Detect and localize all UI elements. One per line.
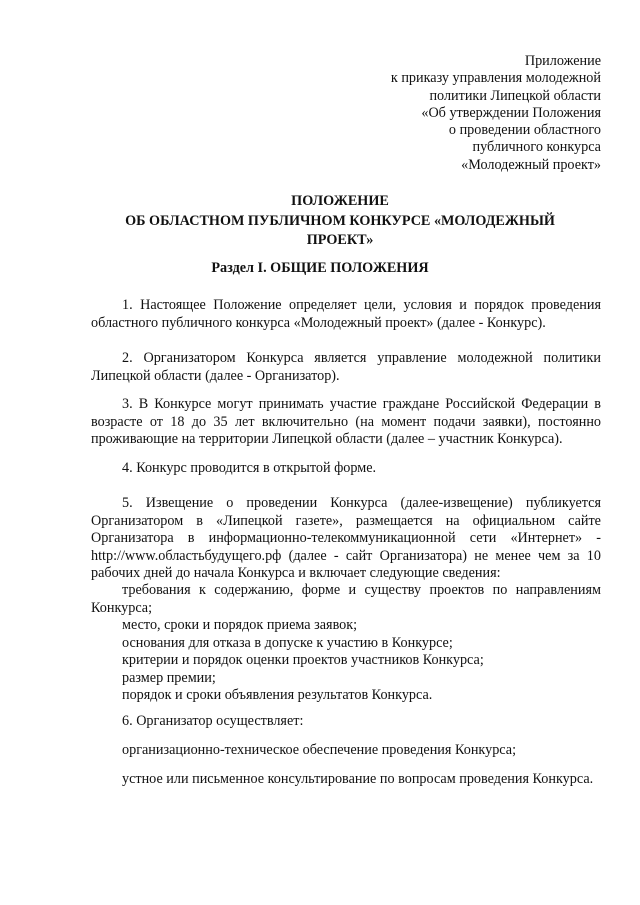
appendix-block xyxy=(391,53,601,174)
paragraph-6a-text: организационно-техническое обеспечение проведения Конкурса; xyxy=(122,742,517,758)
appendix-line: к приказу управления молодежной xyxy=(390,70,601,87)
title-line-3: ПРОЕКТ» xyxy=(306,232,374,248)
paragraph-5 xyxy=(91,495,601,583)
appendix-line: о проведении областного xyxy=(448,122,601,139)
paragraph-5-text: 5. Извещение о проведении Конкурса (далее-извещение) публикуется Организатором в «Липецкой газете», размещается на официальном сайте Организатора в информационно-телекоммуникационной сети «Интернет» - http://www.областьбудущего.рф (далее - сайт Организатора) не менее чем за 10 рабочих дней до начала Конкурса и включает следующие сведения: xyxy=(91,495,601,581)
appendix-line: политики Липецкой области xyxy=(429,87,601,104)
title-line-1: ПОЛОЖЕНИЕ xyxy=(291,193,389,209)
paragraph-4-text: 4. Конкурс проводится в открытой форме. xyxy=(122,460,377,476)
paragraph-2 xyxy=(91,350,601,385)
list-item: требования к содержанию, форме и существу проектов по направлениям xyxy=(122,582,601,598)
list-item: размер премии; xyxy=(122,669,216,686)
list-item-continuation: Конкурса; xyxy=(91,599,153,616)
paragraph-2-text: 2. Организатором Конкурса является управление молодежной политики Липецкой области (далее - Организатор). xyxy=(91,350,601,384)
appendix-line: «Об утверждении Положения xyxy=(421,104,601,121)
paragraph-4 xyxy=(91,460,601,478)
paragraph-3-text: 3. В Конкурсе могут принимать участие граждане Российской Федерации в возрасте от 18 до 35 лет включительно (на момент подачи заявки), постоянно проживающие на территории Липецкой области (далее – участник Конкурса). xyxy=(91,396,601,447)
appendix-line: «Молодежный проект» xyxy=(461,156,601,173)
appendix-line: Приложение xyxy=(524,53,601,69)
document-title xyxy=(60,192,620,251)
paragraph-3 xyxy=(91,396,601,449)
list-item: место, сроки и порядок приема заявок; xyxy=(122,617,358,633)
paragraph-6-text: 6. Организатор осуществляет: xyxy=(122,713,304,729)
paragraph-6b-text: устное или письменное консультирование по вопросам проведения Конкурса. xyxy=(122,771,594,787)
appendix-line: публичного конкурса xyxy=(472,139,601,156)
paragraph-6a xyxy=(91,742,601,760)
section-heading: Раздел I. ОБЩИЕ ПОЛОЖЕНИЯ xyxy=(211,260,429,276)
paragraph-1-text: 1. Настоящее Положение определяет цели, условия и порядок проведения областного публичного конкурса «Молодежный проект» (далее - Конкурс). xyxy=(91,297,601,331)
paragraph-5-list xyxy=(91,582,601,705)
list-item: основания для отказа в допуске к участию в Конкурсе; xyxy=(122,634,453,651)
paragraph-6 xyxy=(91,713,601,731)
list-item: критерии и порядок оценки проектов участников Конкурса; xyxy=(122,652,484,668)
paragraph-1 xyxy=(91,297,601,332)
list-item: порядок и сроки объявления результатов Конкурса. xyxy=(122,687,433,703)
title-line-2: ОБ ОБЛАСТНОМ ПУБЛИЧНОМ КОНКУРСЕ «МОЛОДЕЖНЫЙ xyxy=(125,212,555,229)
paragraph-6b xyxy=(91,771,601,789)
